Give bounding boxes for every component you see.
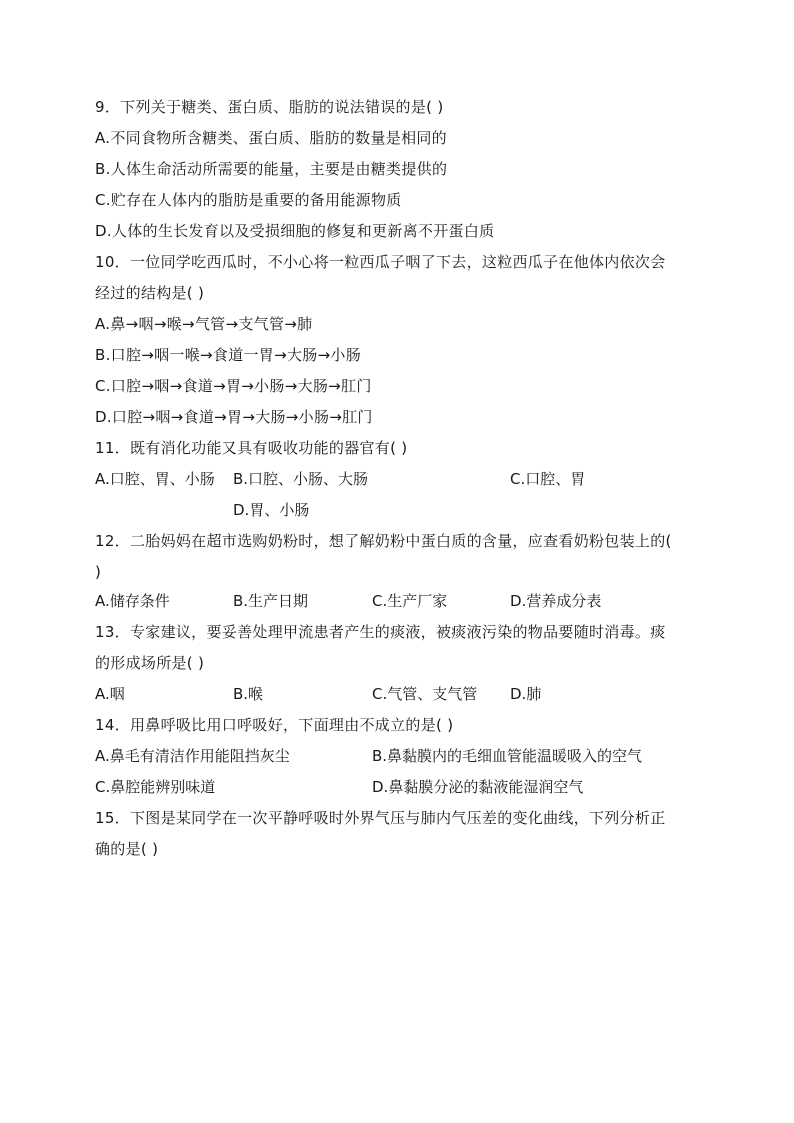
q9-option-a: A.不同食物所含糖类、蛋白质、脂肪的数量是相同的 [95,129,447,147]
q10-option-c: C.口腔→咽→食道→胃→小肠→大肠→肛门 [95,377,372,395]
q11-option-a: A.口腔、胃、小肠 [95,470,215,488]
q9-option-d: D.人体的生长发育以及受损细胞的修复和更新离不开蛋白质 [95,222,495,240]
q13-option-a: A.咽 [95,685,125,703]
q13-option-d: D.肺 [510,685,542,703]
q12-option-d: D.营养成分表 [510,592,602,610]
q11-stem: 11．既有消化功能又具有吸收功能的器官有( ) [95,439,408,457]
q12-option-b: B.生产日期 [233,592,309,610]
q13-stem-line1: 13．专家建议，要妥善处理甲流患者产生的痰液，被痰液污染的物品要随时消毒。痰 [95,623,666,641]
q10-option-b: B.口腔→咽一喉→食道一胃→大肠→小肠 [95,346,362,364]
q9-option-b: B.人体生命活动所需要的能量，主要是由糖类提供的 [95,160,448,178]
q14-option-c: C.鼻腔能辨别味道 [95,778,216,796]
q12-option-c: C.生产厂家 [372,592,448,610]
q14-option-a: A.鼻毛有清洁作用能阻挡灰尘 [95,747,290,765]
q10-stem-line2: 经过的结构是( ) [95,284,205,302]
q13-option-b: B.喉 [233,685,264,703]
q15-stem-line1: 15．下图是某同学在一次平静呼吸时外界气压与肺内气压差的变化曲线，下列分析正 [95,809,666,827]
q10-option-d: D.口腔→咽→食道→胃→大肠→小肠→肛门 [95,408,373,426]
q12-option-a: A.储存条件 [95,592,170,610]
q12-stem-line1: 12．二胎妈妈在超市选购奶粉时，想了解奶粉中蛋白质的含量，应查看奶粉包装上的( [95,532,672,550]
q11-option-b: B.口腔、小肠、大肠 [233,470,369,488]
q14-option-d: D.鼻黏膜分泌的黏液能湿润空气 [372,778,584,796]
q10-stem-line1: 10．一位同学吃西瓜时，不小心将一粒西瓜子咽了下去，这粒西瓜子在他体内依次会 [95,253,666,271]
q13-stem-line2: 的形成场所是( ) [95,654,205,672]
q14-stem: 14．用鼻呼吸比用口呼吸好，下面理由不成立的是( ) [95,716,454,734]
q10-option-a: A.鼻→咽→喉→气管→支气管→肺 [95,315,313,333]
q12-stem-line2: ) [95,563,102,581]
q11-option-c: C.口腔、胃 [510,470,586,488]
q9-stem: 9．下列关于糖类、蛋白质、脂肪的说法错误的是( ) [95,98,444,116]
q15-stem-line2: 确的是( ) [95,840,159,858]
q11-option-d: D.胃、小肠 [233,501,310,519]
q13-option-c: C.气管、支气管 [372,685,478,703]
q14-option-b: B.鼻黏膜内的毛细血管能温暖吸入的空气 [372,747,643,765]
q9-option-c: C.贮存在人体内的脂肪是重要的备用能源物质 [95,191,402,209]
